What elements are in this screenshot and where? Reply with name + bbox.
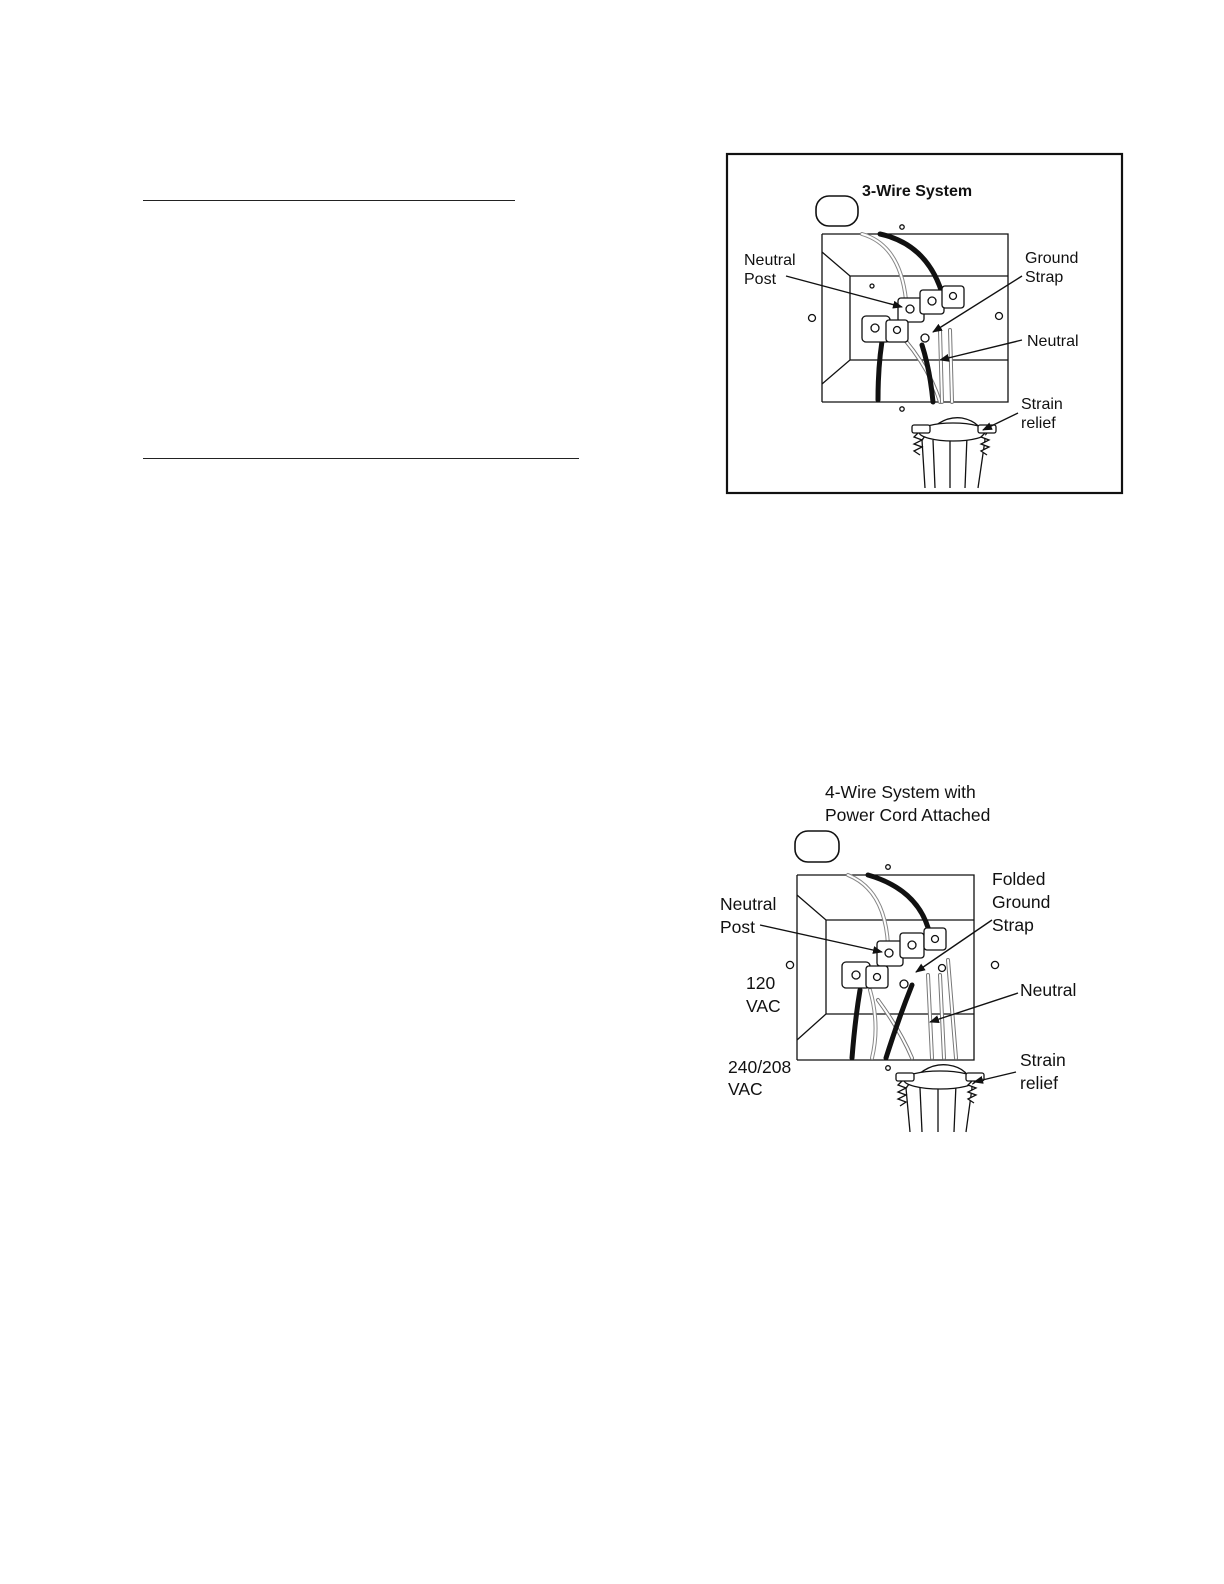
- label-folded-line2: Ground: [992, 892, 1051, 912]
- diagram-3wire-title: 3-Wire System: [862, 183, 973, 200]
- label-120vac-line2: VAC: [746, 996, 781, 1016]
- label-strain-relief-line1: Strain: [1021, 396, 1063, 413]
- strain-relief-3wire: [912, 418, 996, 488]
- label-strain-relief-line2: relief: [1021, 415, 1056, 432]
- label-240vac-line1: 240/208: [728, 1057, 792, 1077]
- knob-4wire: [795, 831, 839, 862]
- label-neutral-post-line2: Post: [744, 271, 777, 288]
- label-4w-strain-relief-line1: Strain: [1020, 1050, 1066, 1070]
- terminals-4wire: [842, 928, 946, 988]
- label-neutral: Neutral: [1027, 333, 1079, 350]
- label-4w-neutral-post-line1: Neutral: [720, 894, 777, 914]
- label-4w-neutral-post-line2: Post: [720, 917, 756, 937]
- knob-3wire: [816, 196, 858, 226]
- label-ground-strap-line1: Ground: [1025, 250, 1079, 267]
- diagram-4wire-title-line1: 4-Wire System with: [825, 782, 976, 802]
- diagram-4wire-title-line2: Power Cord Attached: [825, 805, 991, 825]
- label-240vac-line2: VAC: [728, 1079, 763, 1099]
- label-4w-strain-relief-line2: relief: [1020, 1073, 1058, 1093]
- label-120vac-line1: 120: [746, 973, 776, 993]
- label-folded-line3: Strap: [992, 915, 1034, 935]
- diagram-4wire: [720, 782, 1076, 1132]
- label-4w-neutral: Neutral: [1020, 980, 1077, 1000]
- label-neutral-post-line1: Neutral: [744, 252, 796, 269]
- label-folded-line1: Folded: [992, 869, 1046, 889]
- diagram-3wire: [727, 154, 1122, 493]
- label-ground-strap-line2: Strap: [1025, 269, 1064, 286]
- strain-relief-4wire: [896, 1065, 984, 1132]
